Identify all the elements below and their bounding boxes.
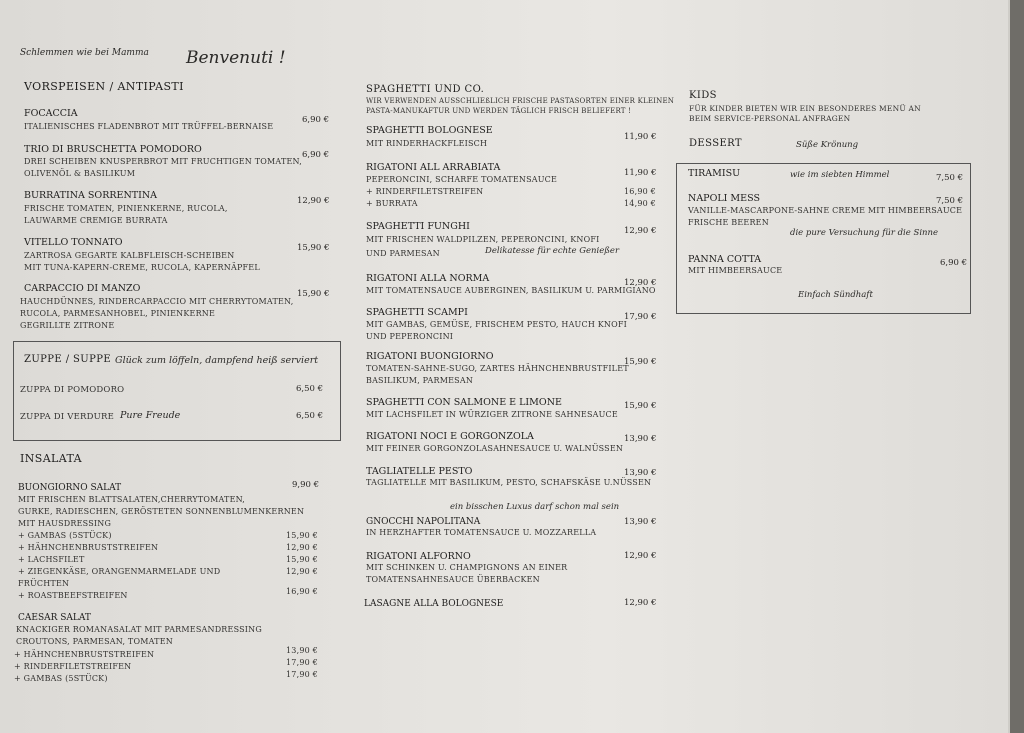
dish-name: SPAGHETTI SCAMPI (366, 307, 468, 318)
dish-name: CAESAR SALAT (18, 613, 91, 623)
welcome-title: Benvenuti ! (186, 48, 286, 68)
luxus-note: ein bisschen Luxus darf schon mal sein (450, 502, 620, 512)
dish-description: ZARTROSA GEGARTE KALBFLEISCH-SCHEIBEN MIT TUNA-KAPERN-CREME, RUCOLA, KAPERNÄPFEL (24, 251, 260, 272)
dish-description: IN HERZHAFTER TOMATENSAUCE U. MOZZARELLA (366, 528, 597, 537)
dish-price: 6,50 € (296, 411, 324, 421)
dish-description: VANILLE-MASCARPONE-SAHNE CREME MIT HIMBEERSAUCE FRISCHE BEEREN (688, 206, 963, 227)
dessert-footer-note: Einfach Sündhaft (798, 290, 873, 300)
dish-price: 12,90 € (624, 226, 657, 236)
dish-price: 11,90 € (624, 168, 657, 178)
dish-description: FRISCHE TOMATEN, PINIENKERNE, RUCOLA, LAUWARME CREMIGE BURRATA (24, 204, 228, 225)
dish-description: MIT FRISCHEN BLATTSALATEN,CHERRYTOMATEN, GURKE, RADIESCHEN, GERÖSTETEN SONNENBLUMENKERNEN MIT HAUSDRESSING (18, 495, 305, 528)
dish-price: 6,50 € (296, 384, 324, 394)
dish-price: 9,90 € (292, 480, 320, 490)
dish-note: wie im siebten Himmel (790, 170, 890, 180)
dish-description: TOMATEN-SAHNE-SUGO, ZARTES HÄHNCHENBRUSTFILET BASILIKUM, PARMESAN (366, 364, 629, 385)
zuppe-note: Glück zum löffeln, dampfend heiß serviert (115, 355, 319, 366)
dish-price: 6,90 € (302, 150, 330, 160)
spaghetti-intro: WIR VERWENDEN AUSSCHLIEßLICH FRISCHE PASTASORTEN EINER KLEINEN PASTA-MANUKAFTUR UND WERDEN TÄGLICH FRISCH BELIEFERT ! (366, 97, 675, 115)
zuppe-heading: ZUPPE / SUPPE (24, 354, 112, 365)
dish-description: KNACKIGER ROMANASALAT MIT PARMESANDRESSING CROUTONS, PARMESAN, TOMATEN (16, 625, 262, 646)
dish-description: DREI SCHEIBEN KNUSPERBROT MIT FRUCHTIGEN TOMATEN, OLIVENÖL & BASILIKUM (24, 157, 302, 178)
dish-name: TRIO DI BRUSCHETTA POMODORO (24, 144, 202, 155)
dish-name: SPAGHETTI BOLOGNESE (366, 125, 493, 136)
dish-description: MIT HIMBEERSAUCE (688, 266, 783, 275)
dish-description: MIT GAMBAS, GEMÜSE, FRISCHEM PESTO, HAUCH KNOFI UND PEPERONCINI (366, 320, 627, 341)
dish-name: TAGLIATELLE PESTO (366, 466, 473, 477)
dish-description: PEPERONCINI, SCHARFE TOMATENSAUCE + RINDERFILETSTREIFEN + BURRATA (366, 175, 558, 208)
dish-price: 7,50 € (936, 196, 964, 206)
spaghetti-heading: SPAGHETTI UND CO. (366, 84, 485, 95)
dish-name: ZUPPA DI VERDURE (20, 412, 114, 422)
dish-name: GNOCCHI NAPOLITANA (366, 517, 481, 527)
dish-description: MIT FRISCHEN WALDPILZEN, PEPERONCINI, KNOFI UND PARMESAN (366, 235, 600, 258)
dish-name: TIRAMISU (688, 168, 741, 179)
dish-name: NAPOLI MESS (688, 193, 760, 204)
dish-name: SPAGHETTI CON SALMONE E LIMONE (366, 397, 562, 408)
dish-description: TAGLIATELLE MIT BASILIKUM, PESTO, SCHAFSKÄSE U.NÜSSEN (366, 478, 652, 487)
dish-name: VITELLO TONNATO (24, 237, 123, 248)
dish-price: 12,90 € (624, 598, 657, 608)
dish-description: MIT SCHINKEN U. CHAMPIGNONS AN EINER TOMATENSAHNESAUCE ÜBERBACKEN (366, 563, 568, 584)
dish-name: RIGATONI ALLA NORMA (366, 273, 490, 284)
tagline: Schlemmen wie bei Mamma (20, 48, 149, 58)
antipasti-heading: VORSPEISEN / ANTIPASTI (24, 80, 184, 93)
dish-description: ITALIENISCHES FLADENBROT MIT TRÜFFEL-BERNAISE (24, 122, 274, 131)
extras-list: + HÄHNCHENBRUSTSTREIFEN + RINDERFILETSTREIFEN + GAMBAS (5STÜCK) (14, 650, 155, 683)
extras-list: + GAMBAS (5STÜCK) + HÄHNCHENBRUSTSTREIFEN + LACHSFILET + ZIEGENKÄSE, ORANGENMARMELADE UND FRÜCHTEN + ROASTBEEFSTREIFEN (18, 531, 221, 600)
dish-price: 12,90 € (297, 196, 330, 206)
dish-name: ZUPPA DI POMODORO (20, 385, 125, 395)
dish-price: 12,90 € (624, 278, 657, 288)
dish-price: 15,90 € (297, 289, 330, 299)
dish-note: die pure Versuchung für die Sinne (790, 228, 939, 238)
dish-price: 6,90 € (940, 258, 968, 268)
extras-prices: 15,90 € 12,90 € 15,90 € 12,90 € 16,90 € (286, 531, 318, 596)
dish-price: 7,50 € (936, 173, 964, 183)
dish-name: SPAGHETTI FUNGHI (366, 221, 470, 232)
zuppe-item-note: Pure Freude (120, 410, 181, 421)
dish-name: BUONGIORNO SALAT (18, 483, 122, 493)
dish-name: FOCACCIA (24, 108, 78, 119)
dish-name: CARPACCIO DI MANZO (24, 283, 141, 294)
dessert-note: Süße Krönung (796, 140, 859, 150)
dish-price: 11,90 € (624, 132, 657, 142)
dish-name: LASAGNE ALLA BOLOGNESE (364, 599, 504, 609)
dish-price: 17,90 € (624, 312, 657, 322)
dish-price: 13,90 € (624, 434, 657, 444)
dish-price: 12,90 € (624, 551, 657, 561)
dish-price: 13,90 € (624, 468, 657, 478)
extras-prices: 13,90 € 17,90 € 17,90 € (286, 646, 318, 679)
dessert-heading: DESSERT (689, 138, 742, 149)
funghi-note: Delikatesse für echte Genießer (485, 246, 620, 256)
dish-description: MIT LACHSFILET IN WÜRZIGER ZITRONE SAHNESAUCE (366, 410, 618, 419)
dish-price: 13,90 € (624, 517, 657, 527)
kids-heading: KIDS (689, 90, 717, 101)
dish-name: RIGATONI BUONGIORNO (366, 351, 494, 362)
dish-name: RIGATONI ALFORNO (366, 551, 471, 562)
dish-price: 15,90 € (624, 357, 657, 367)
kids-description: FÜR KINDER BIETEN WIR EIN BESONDERES MENÜ AN BEIM SERVICE-PERSONAL ANFRAGEN (689, 104, 921, 123)
extras-prices: 16,90 € 14,90 € (624, 187, 656, 208)
dish-name: RIGATONI ALL ARRABIATA (366, 162, 501, 173)
dish-name: PANNA COTTA (688, 254, 762, 265)
insalata-heading: INSALATA (20, 452, 82, 465)
dish-price: 15,90 € (297, 243, 330, 253)
dish-price: 6,90 € (302, 115, 330, 125)
dish-name: BURRATINA SORRENTINA (24, 190, 158, 201)
dish-description: MIT RINDERHACKFLEISCH (366, 139, 488, 148)
dish-description: MIT TOMATENSAUCE AUBERGINEN, BASILIKUM U. PARMIGIANO (366, 286, 656, 295)
dish-description: MIT FEINER GORGONZOLASAHNESAUCE U. WALNÜSSEN (366, 444, 624, 453)
dish-description: HAUCHDÜNNES, RINDERCARPACCIO MIT CHERRYTOMATEN, RUCOLA, PARMESANHOBEL, PINIENKERNE GEGRILLTE ZITRONE (20, 297, 294, 330)
dish-name: RIGATONI NOCI E GORGONZOLA (366, 431, 534, 442)
dish-price: 15,90 € (624, 401, 657, 411)
